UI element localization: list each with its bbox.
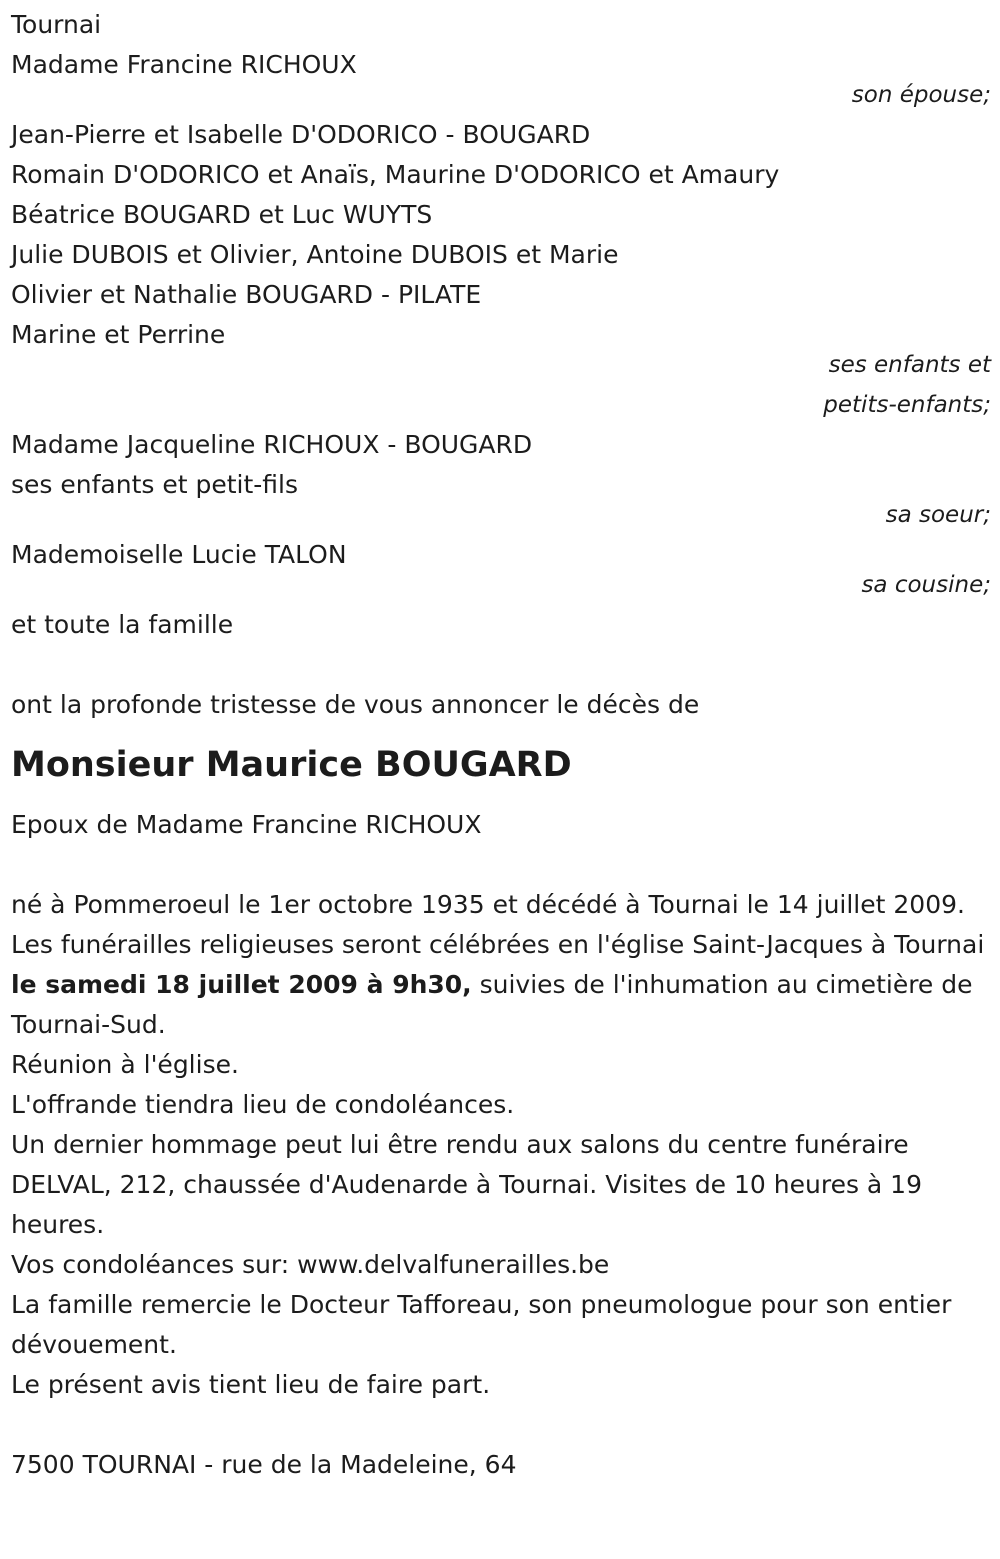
children-line: Jean-Pierre et Isabelle D'ODORICO - BOUGARD	[11, 120, 591, 149]
children-line: Julie DUBOIS et Olivier, Antoine DUBOIS et Marie	[11, 240, 619, 269]
family-line: et toute la famille	[11, 610, 234, 639]
cousin-role: sa cousine;	[861, 572, 991, 598]
sister-line: Madame Jacqueline RICHOUX - BOUGARD	[11, 430, 533, 459]
funeral-text	[11, 925, 986, 1045]
city-name: Tournai	[11, 10, 102, 39]
children-line: Olivier et Nathalie BOUGARD - PILATE	[11, 280, 482, 309]
funeral-intro: Les funérailles religieuses seront célébrées en l'église Saint-Jacques à Tournai	[11, 930, 985, 959]
spouse-role: son épouse;	[851, 82, 991, 108]
children-group	[11, 115, 991, 425]
obituary-notice	[11, 5, 991, 1485]
spouse-name: Madame Francine RICHOUX	[11, 50, 357, 79]
tribute-text: Un dernier hommage peut lui être rendu aux salons du centre funéraire DELVAL, 212, chaussée d'Audenarde à Tournai. Visites de 10 heures à 19 heures.	[11, 1130, 922, 1239]
children-line: Marine et Perrine	[11, 320, 226, 349]
notice-text: Le présent avis tient lieu de faire part.	[11, 1370, 491, 1399]
children-role-line1: ses enfants et	[828, 352, 991, 378]
address: 7500 TOURNAI - rue de la Madeleine, 64	[11, 1450, 517, 1479]
children-line: Béatrice BOUGARD et Luc WUYTS	[11, 200, 433, 229]
cousin-name: Mademoiselle Lucie TALON	[11, 540, 347, 569]
sister-line: ses enfants et petit-fils	[11, 470, 299, 499]
deceased-name: Monsieur Maurice BOUGARD	[11, 745, 572, 785]
sister-group	[11, 425, 991, 535]
funeral-details	[11, 885, 991, 1405]
thanks-text: La famille remercie le Docteur Tafforeau, son pneumologue pour son entier dévouement.	[11, 1290, 952, 1359]
children-line: Romain D'ODORICO et Anaïs, Maurine D'ODORICO et Amaury	[11, 160, 780, 189]
children-role-line2: petits-enfants;	[823, 392, 991, 418]
announcement: ont la profonde tristesse de vous annoncer le décès de	[11, 690, 700, 719]
birth-death-text: né à Pommeroeul le 1er octobre 1935 et décédé à Tournai le 14 juillet 2009.	[11, 890, 965, 919]
funeral-rest: suivies de l'inhumation au cimetière de Tournai-Sud.	[11, 970, 973, 1039]
cousin-group	[11, 535, 991, 605]
spouse-of: Epoux de Madame Francine RICHOUX	[11, 810, 482, 839]
sister-role: sa soeur;	[885, 502, 991, 528]
funeral-date: le samedi 18 juillet 2009 à 9h30,	[11, 970, 472, 999]
offering-text: L'offrande tiendra lieu de condoléances.	[11, 1090, 515, 1119]
meeting-text: Réunion à l'église.	[11, 1050, 239, 1079]
condolences-text: Vos condoléances sur: www.delvalfunerailles.be	[11, 1250, 610, 1279]
